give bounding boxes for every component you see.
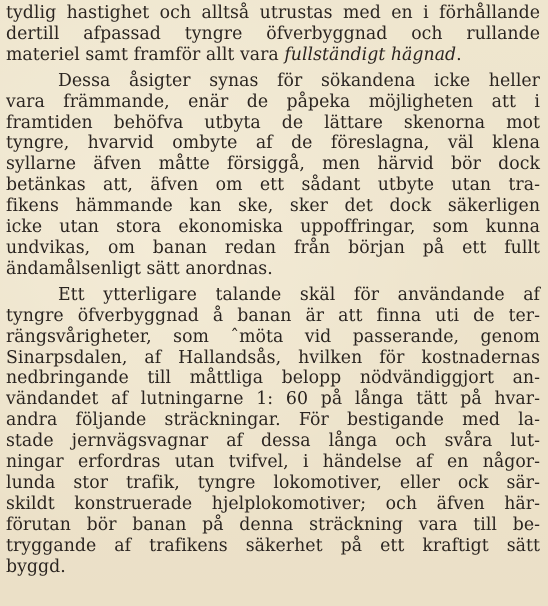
paragraph-3 bbox=[6, 285, 540, 578]
text-run: materiel samt framför allt vara bbox=[6, 44, 285, 65]
text-line: byggd. bbox=[6, 556, 66, 577]
text-line: rängsvårigheter, som ˆmöta vid passerande, genom bbox=[6, 326, 540, 347]
text-line: vändandet af lutningarne 1: 60 på långa tätt på hvar- bbox=[6, 389, 540, 410]
text-line: ändamålsenligt sätt anordnas. bbox=[6, 258, 273, 279]
text-run: . bbox=[456, 44, 462, 65]
document-body bbox=[6, 3, 540, 577]
text-line: Dessa åsigter synas för sökandena icke heller bbox=[58, 70, 540, 91]
text-line: Sinarpsdalen, af Hallandsås, hvilken för kostnadernas bbox=[6, 347, 540, 368]
text-line: ningar erfordras utan tvifvel, i händelse af en någor- bbox=[6, 452, 540, 473]
emphasized-text: fullständigt hägnad bbox=[284, 44, 457, 65]
text-line: betänkas att, äfven om ett sådant utbyte utan tra- bbox=[6, 175, 540, 196]
text-line: tryggande af trafikens säkerhet på ett kraftigt sätt bbox=[6, 535, 540, 556]
text-line: tyngre öfverbyggnad å banan är att finna uti de ter- bbox=[6, 305, 540, 326]
text-line: tydlig hastighet och alltså utrustas med en i förhållande bbox=[6, 3, 540, 23]
text-line: förutan bör banan på denna sträckning vara till be- bbox=[6, 514, 540, 535]
text-line: stade jernvägsvagnar af dessa långa och svåra lut- bbox=[6, 431, 540, 452]
text-line: vara främmande, enär de påpeka möjligheten att i bbox=[6, 91, 540, 112]
text-line: framtiden behöfva utbyta de lättare skenorna mot bbox=[6, 112, 540, 133]
paragraph-2 bbox=[6, 71, 540, 280]
text-line: syllarne äfven måtte försiggå, men härvid bör dock bbox=[6, 154, 540, 175]
text-line: skildt konstruerade hjelplokomotiver; och äfven här- bbox=[6, 493, 540, 514]
paragraph-1 bbox=[6, 3, 540, 66]
text-line: dertill afpassad tyngre öfverbyggnad och rullande bbox=[6, 23, 540, 44]
text-line: undvikas, om banan redan från början på ett fullt bbox=[6, 237, 540, 258]
text-line: Ett ytterligare talande skäl för användande af bbox=[58, 284, 540, 305]
text-line: tyngre, hvarvid ombyte af de föreslagna, väl klena bbox=[6, 133, 540, 154]
text-line: andra följande sträckningar. För bestigande med la- bbox=[6, 410, 540, 431]
text-line: lunda stor trafik, tyngre lokomotiver, eller ock sär- bbox=[6, 472, 540, 493]
text-line: nedbringande till måttliga belopp nödvändiggjort an- bbox=[6, 368, 540, 389]
text-line: icke utan stora ekonomiska uppoffringar, som kunna bbox=[6, 217, 540, 238]
text-line bbox=[6, 45, 540, 66]
text-line: fikens hämmande kan ske, sker det dock säkerligen bbox=[6, 196, 540, 217]
